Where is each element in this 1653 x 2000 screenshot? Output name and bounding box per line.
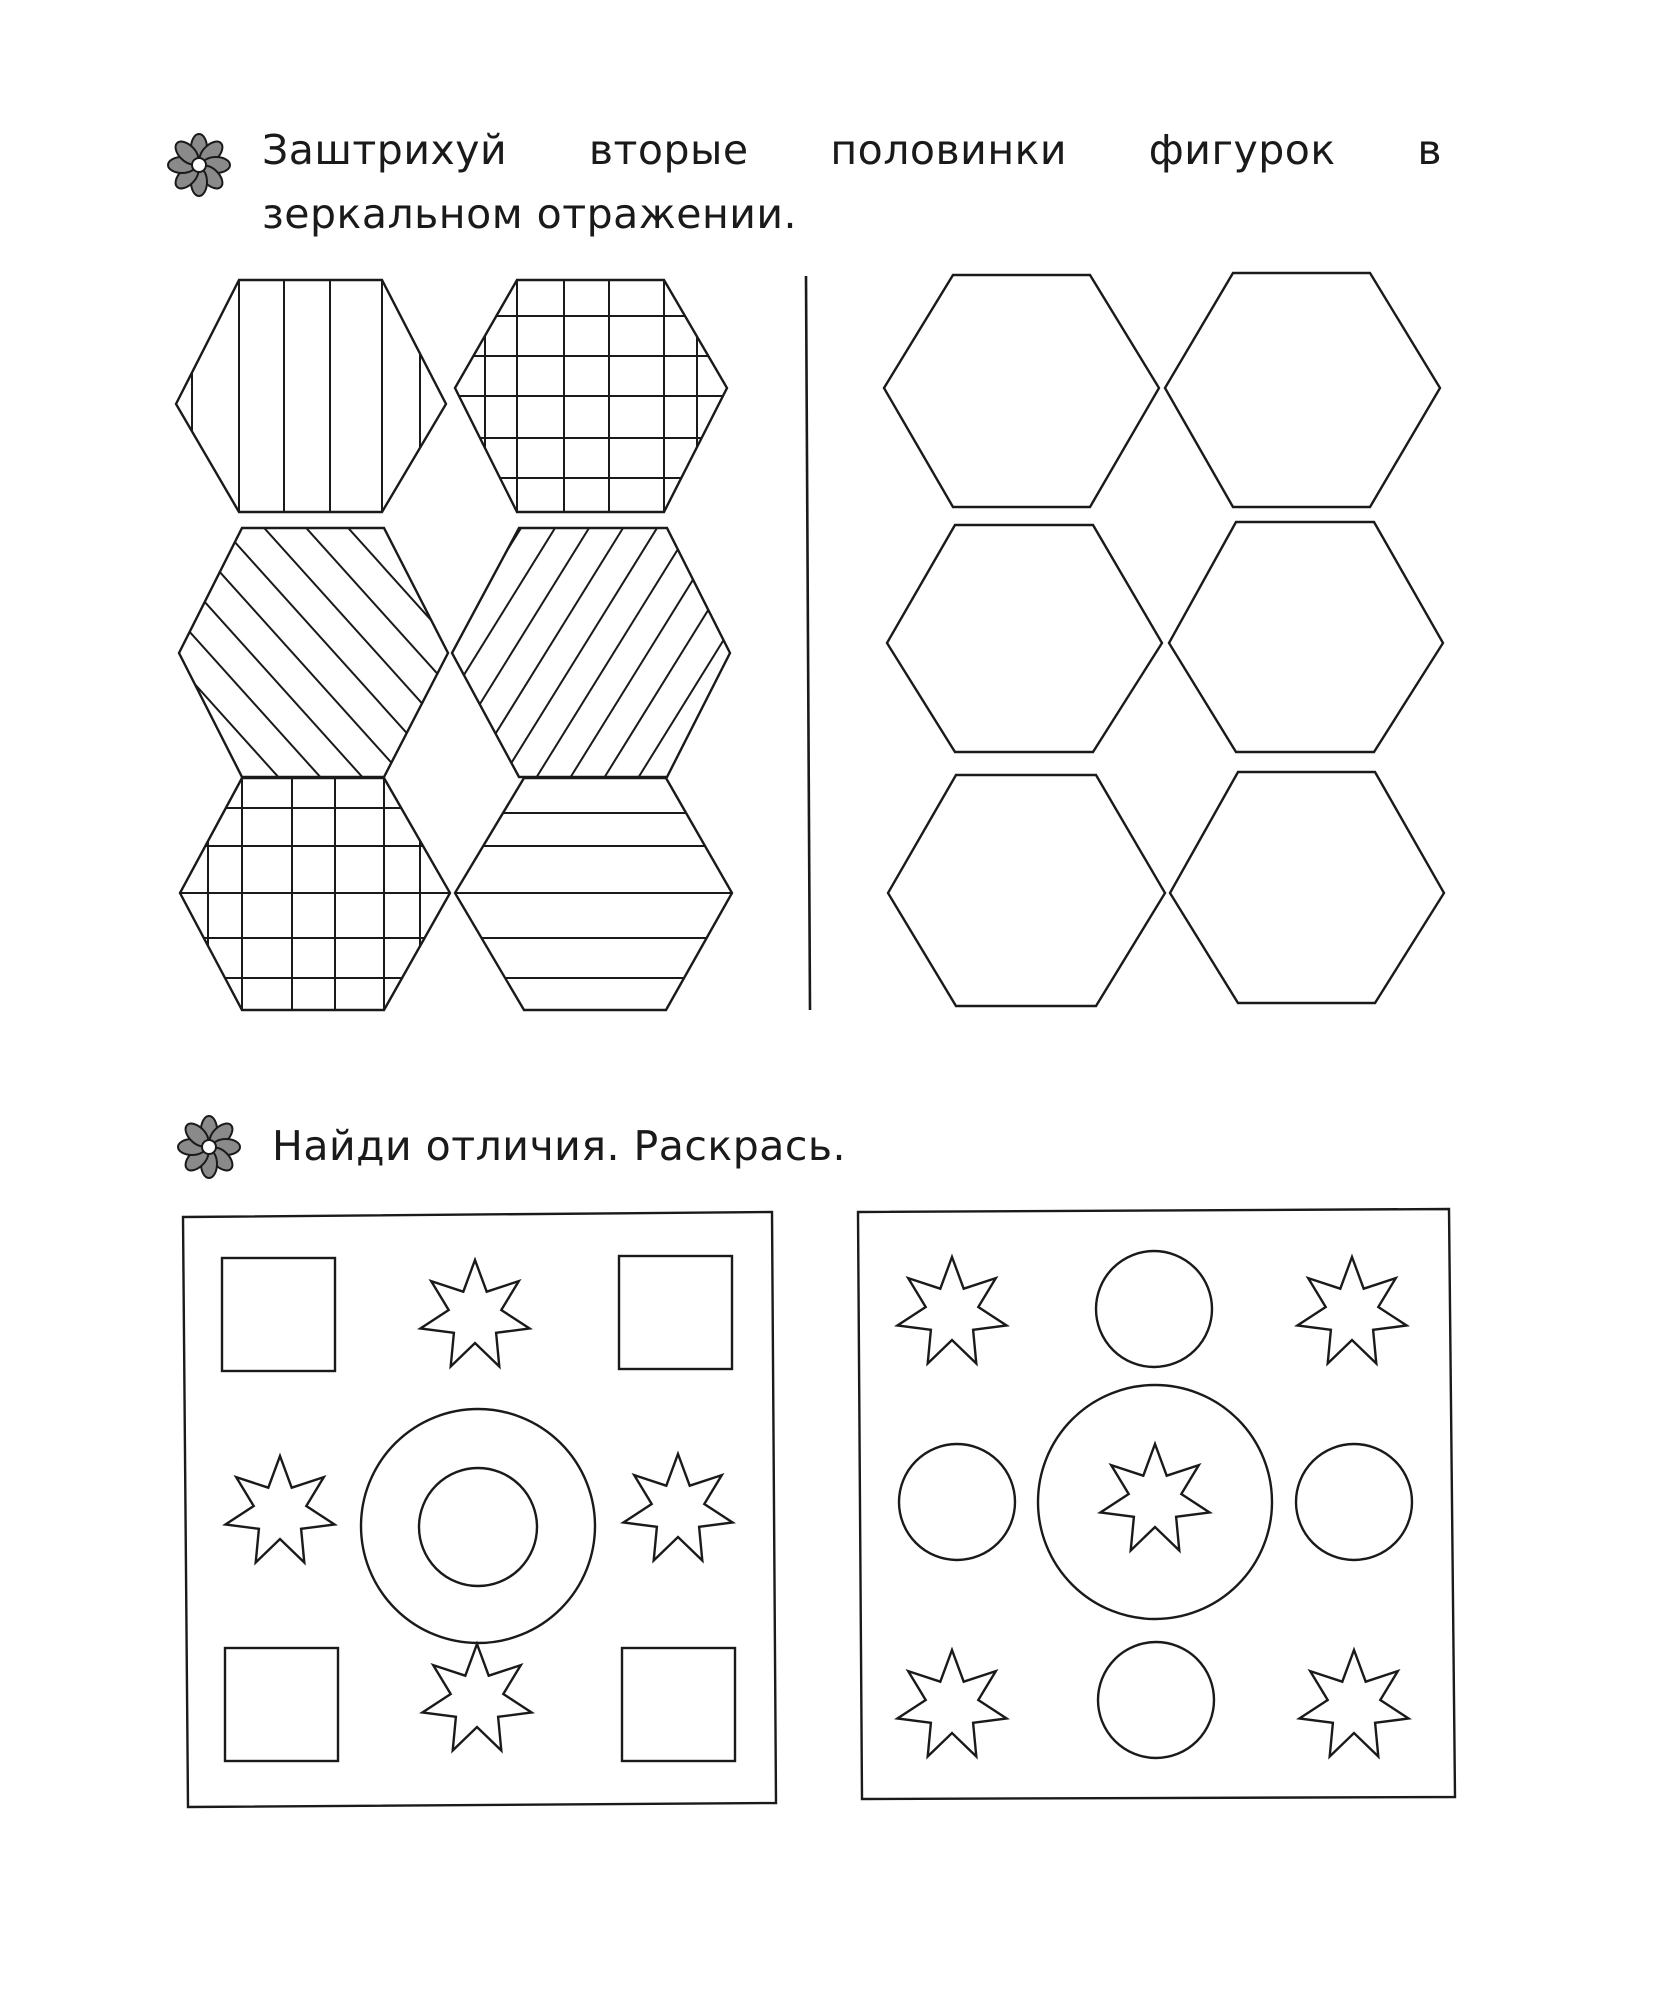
hexagon-grid xyxy=(445,270,740,520)
square xyxy=(622,1648,735,1761)
task-2-instruction: Найди отличия. Раскрась. xyxy=(272,1122,847,1170)
big-ring xyxy=(361,1409,595,1643)
square xyxy=(225,1648,338,1761)
square xyxy=(619,1256,732,1369)
empty-hexagon xyxy=(888,775,1165,1006)
star-shape xyxy=(420,1260,529,1367)
hexagon-vertical-stripes xyxy=(176,270,446,520)
star-shape xyxy=(225,1456,334,1563)
square xyxy=(222,1258,335,1371)
star-shape xyxy=(422,1644,531,1751)
picture-left xyxy=(183,1212,776,1807)
star-shape xyxy=(1297,1257,1406,1364)
star-shape xyxy=(623,1454,732,1561)
star-shape xyxy=(1100,1444,1209,1551)
circle xyxy=(1098,1642,1214,1758)
hexagon-horizontal-stripes xyxy=(445,778,740,1010)
mirror-line xyxy=(806,276,810,1010)
hexagon-diagonal-stripes xyxy=(0,520,1002,785)
empty-hexagon xyxy=(1170,772,1444,1003)
circle xyxy=(1096,1251,1212,1367)
hexagon-grid xyxy=(170,770,460,1020)
empty-hexagon xyxy=(887,525,1162,752)
empty-hexagon xyxy=(1165,273,1440,507)
circle xyxy=(899,1444,1015,1560)
empty-hexagon xyxy=(884,275,1159,507)
star-shape xyxy=(897,1257,1006,1364)
circle xyxy=(1296,1444,1412,1560)
inner-circle xyxy=(419,1468,537,1586)
task-1-instruction: Заштрихуй вторые половинки фигурок в зеркальном отражении. xyxy=(262,126,1442,238)
star-shape xyxy=(897,1650,1006,1757)
empty-hexagon xyxy=(1169,522,1443,752)
picture-right xyxy=(858,1209,1455,1799)
big-ring xyxy=(1038,1385,1272,1619)
star-shape xyxy=(1299,1650,1408,1757)
